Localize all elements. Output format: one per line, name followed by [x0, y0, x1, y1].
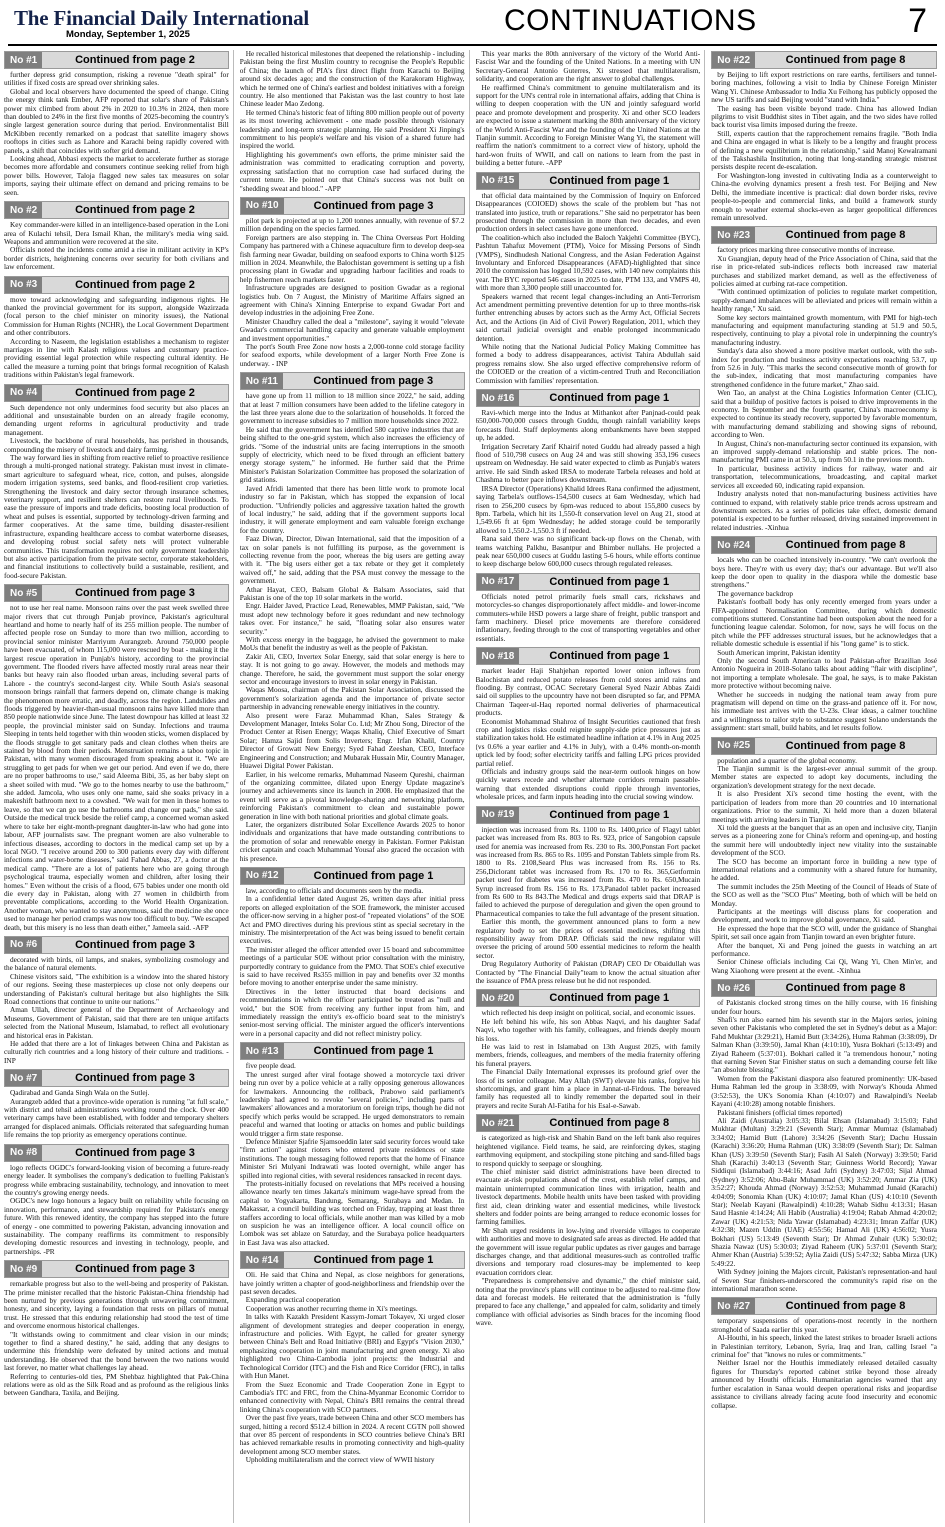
story-paragraph: Key commander-were killed in an intelligence-based operation in the Loni area of Kulachi tehsil, Dera Ismail Khan, the military's media wing said. Weapons and ammunition were recovered at the site.: [4, 220, 229, 246]
story-body: [476, 50, 701, 168]
story-number: No #22: [712, 52, 755, 68]
story-number: No #25: [712, 738, 755, 754]
story-paragraph: He said that the government has identified 580 captive industries that are being shifted to the one-grid system, which also increases the efficiency of grids. "Some of the industrial units are facing interruptions in the smooth supply of electricity, which need to be fixed through an efficient battery energy storage system," he informed. He further said that the Prime Minister's Pakistan Solarization Committee has proposed the solarization of grid stations.: [239, 424, 465, 485]
story-number: No #21: [477, 1115, 520, 1131]
story-paragraph: Oli. He said that China and Nepal, as close neighbors for generations, have jointly written a chapter of good-neighborliness and friendship over the past seven decades.: [239, 1270, 465, 1297]
story-paragraph: OGDC's new logo honours a legacy built on reliability while focusing on innovation, performance, and stewardship required for Pakistan's energy future. With this renewed identity, the company has stepped into the future of energy - one committed to powering Pakistan, advancing innovation and sustainability. The company reaffirms its commitment to responsibly developing domestic resources and investing in technology, people, and partnerships. -PR: [4, 1196, 229, 1256]
story-paragraph: further depress grid consumption, risking a revenue "death spiral" for utilities if fixed costs are spread over shrinking sales.: [4, 70, 229, 88]
continued-from-label: Continued from page 8: [785, 1300, 906, 1313]
story-paragraph: Engr. Haider Javed, Practice Lead, Renewables, MMP Pakistan, said, "We must adopt new technology before it goes redundant and new technology takes over. For instance," he said, "floating solar also ensures water security.": [239, 601, 465, 636]
story-paragraph: While noting that the National Judicial Policy Making Committee has formed a body to address disappearances, activist Tahira Abdullah said progress remains slow. She also urged effective comprehensive reform of the COIOED or the creation of a victim-centred Truth and Reconciliation Commission with families' representation.: [475, 342, 701, 385]
story-number: No #24: [712, 537, 755, 553]
story-paragraph: Some key sectors maintained growth momentum, with PMI for high-tech manufacturing and equipment manufacturing standing at 51.9 and 50.5, respectively, continuing to play a pivotal role in underpinning the country's manufacturing industry.: [711, 312, 937, 347]
story-paragraph: Faaz Diwan, Director, Diwan International, said that the imposition of a tax on solar panels is not fulfilling its purpose, as the government is collecting revenue from the poor, whereas the big users are getting away with it. "The big users either get a tax rebate or they get it completely waived off," he said, adding that the PSA must convey the message to the government.: [239, 534, 465, 586]
story-body: [476, 409, 701, 569]
story-paragraph: Mr Shah urged residents in low-lying and riverside villages to cooperate with authorities and move to designated safe areas as directed. He added that the government will issue regular public updates as river gauges and barrage discharges change, and that additional measures-such as controlled traffic diversions and temporary road closures-may be implemented to keep evacuation corridors clear.: [475, 1225, 701, 1277]
continuation-story: [240, 50, 465, 193]
story-paragraph: The protests-initially focused on revelations that MPs received a housing allowance nearly ten times Jakarta's minimum wage-have spread from the capital to Yogyakarta, Bandung, Semarang, Surabaya and Medan. In Makassar, a council building was torched on Friday, trapping at least three staffers according to local officials, while another man was killed by a mob on suspicion he was an intelligence officer. A local council office on Lombok was set ablaze on Saturday, and the Surabaya police headquarters in East Java was also attacked.: [239, 1178, 465, 1247]
story-number: No #26: [712, 980, 755, 996]
issue-date: Monday, September 1, 2025: [66, 29, 190, 40]
section-title: CONTINUATIONS: [504, 4, 757, 37]
story-body: [240, 887, 465, 1038]
story-body: [711, 556, 937, 733]
story-paragraph: Cooperation was another recurring theme in Xi's meetings.: [245, 1303, 418, 1313]
continued-from-label: Continued from page 3: [75, 1146, 195, 1159]
story-header: [476, 172, 701, 190]
continued-from-label: Continued from page 1: [549, 392, 670, 405]
story-body: [240, 217, 465, 368]
story-paragraph: Looking ahead, Abbasi expects the market to accelerate further as storage becomes more affordable and consumers continue seeking relief from high power bills. However, Taloja flagged new sales tax measures on solar imports, saying their ultimate effect on demand and pricing remains to be seen.: [4, 154, 229, 197]
story-paragraph: In a confidential letter dated August 26, written days after initial press reports on alleged exploitation of the SOE framework, the minister accused the officer-now serving in a higher post-of "repeated violations" of the SOE Act and PMO directives during his previous stint as special secretary in the ministry. The misinterpretation of the Act was being issued to benefit certain executives.: [239, 894, 465, 946]
continued-from-label: Continued from page 1: [313, 1045, 434, 1058]
story-body: [4, 604, 229, 932]
story-paragraph: Defence Minister Sjafrie Sjamsoeddin later said security forces would take "firm action" against rioters who entered private residences or state institutions. The tough messaging followed reports that the home of Finance Minister Sri Mulyani Indrawati was looted overnight, while anger has spilled into regional cities, with several residences ransacked in recent days.: [239, 1136, 465, 1180]
story-number: No #9: [5, 1261, 42, 1277]
story-body: [476, 1009, 701, 1110]
story-paragraph: With Sydney joining the Majors circuit, Pakistan's representation-and haul of Seven Star finishers-underscored the community's rapid rise on the international marathon scene.: [711, 1267, 937, 1294]
story-paragraph: population and a quarter of the global economy.: [717, 755, 857, 765]
story-number: No #2: [5, 202, 42, 218]
continuation-story: [476, 806, 701, 986]
story-paragraph: that official data maintained by the Commission of Inquiry on Enforced Disappearances (COIOED) shows the scale of the problem but "has not translated into justice, truth or reparations." She said no perpetrator has been prosecuted through the commission in more than two decades, and even production orders in select cases have gone unenforced.: [475, 190, 701, 234]
story-body: [476, 1134, 701, 1327]
story-paragraph: Senior Chinese officials including Cai Qi, Wang Yi, Chen Min'er, and Wang Xiaohong were present at the event. -Xinhua: [711, 957, 937, 975]
story-paragraph: From the Suez Economic and Trade Cooperation Zone in Egypt to Cambodia's ITC and FRC, from the China-Myanmar Economic Corridor to enhanced connectivity with Nepal, China's BRI remains the central thread linking China's cooperation with SCO partners.: [239, 1379, 465, 1414]
story-paragraph: Speakers warned that recent legal changes-including an Anti-Terrorism Act amendment permitting preventive detention for up to three months-risk further entrenching abuses by actors such as the Army Act, Official Secrets Act, and the Actions (in Aid of Civil Power) Regulation, 2011, which they said curtail judicial oversight and enable prolonged incommunicado detention.: [475, 291, 701, 343]
story-header: [711, 536, 937, 554]
story-paragraph: Participants at the meetings will discuss plans for cooperation and development, and work to improve global governance, Xi said.: [711, 906, 937, 925]
continued-from-label: Continued from page 3: [75, 938, 195, 951]
story-body: [4, 1164, 229, 1256]
story-paragraph: The Tianjin summit is the largest-ever annual summit of the group. Member states are expected to adopt key documents, including the organization's development strategy for the next decade.: [711, 764, 937, 790]
story-header: [4, 1144, 229, 1162]
continuation-story: [4, 384, 229, 581]
story-paragraph: In particular, business activity indices for railway, water and air transportation, telecommunications, broadcasting, and capital market services all exceeded 60, indicating rapid expansion.: [711, 463, 937, 490]
story-header: [4, 201, 229, 219]
story-paragraph: Sunday's data also showed a more positive market outlook, with the sub-index for production and business activity expectations reaching 53.7, up from 52.6 in July. "This marks the second consecutive month of growth for the sub-index, indicating that most manufacturing companies have strengthened confidence in the future market," Zhao said.: [711, 346, 937, 389]
story-body: [4, 221, 229, 271]
story-body: [476, 593, 701, 643]
story-paragraph: Later, the organizers distributed Solar Excellence Awards 2025 to honor individuals and organizations that have made outstanding contributions to the promotion of solar and renewable energy in Pakistan. Former Pakistan cricket captain and coach Muhammad Yousaf also graced the occasion with his presence.: [239, 819, 465, 863]
story-number: No #1: [5, 52, 42, 68]
story-paragraph: law, according to officials and documents seen by the media.: [245, 885, 424, 895]
story-paragraph: Chinese visitors said, "The exhibition is a window into the shared history of our regions. Seeing these masterpieces up close not only deepens our understanding of Pakistan's cultural heritage but also highlights the Silk Road connections that continue to unite our nations.": [4, 971, 229, 1006]
continuation-story: [711, 737, 937, 976]
story-number: No #18: [477, 648, 520, 664]
continued-from-label: Continued from page 2: [75, 386, 195, 399]
article-columns: [4, 50, 941, 1523]
story-paragraph: The easing has been visible beyond trade. China has allowed Indian pilgrims to visit Buddhist sites in Tibet again, and the two sides have rolled back tourist visa limits imposed during the freeze.: [711, 103, 937, 130]
continuation-story: [476, 573, 701, 643]
story-paragraph: South American imprint, Pakistan identity: [717, 647, 841, 657]
story-body: [476, 667, 701, 802]
continued-from-label: Continued from page 8: [785, 982, 906, 995]
story-paragraph: factory prices marking three consecutive months of increase.: [717, 245, 895, 255]
continued-from-label: Continued from page 3: [75, 587, 195, 600]
story-paragraph: have gone up from 11 million to 18 million since 2022," he said, adding that at least 7 million consumers have been added to the lifeline category in the last three years alone due to the solarization of households. It forced the government to increase subsidies to 7 million more households since 2022.: [239, 391, 465, 426]
continuation-story: [4, 1144, 229, 1256]
story-paragraph: pilot park is projected at up to 1,200 tonnes annually, with revenue of $7.2 million depending on the species farmed.: [239, 215, 465, 234]
story-body: [711, 757, 937, 976]
continued-from-label: Continued from page 1: [549, 575, 670, 588]
continuation-story: [476, 50, 701, 168]
continuation-story: [4, 584, 229, 932]
story-number: No #14: [241, 1252, 284, 1268]
story-header: [711, 737, 937, 755]
story-paragraph: Wen Tao, an analyst at the China Logistics Information Center (CLIC), said that a buildup of positive factors is poised to drive improvements in the economy. In September and the fourth quarter, China's macroeconomy is expected to continue its steady recovery, supported by favorable momentum, with manufacturing demand stabilizing and showing signs of rebound, according to Wen.: [711, 388, 937, 440]
story-body: [240, 50, 465, 193]
story-paragraph: not to use her real name. Monsoon rains over the past week swelled three major rivers that cut through Punjab province, Pakistan's agricultural heartland and home to nearly half of its 255 million people. The number of affected people rose on Sunday to more than two million, according to provincial senior minister Marriyum Aurangzeb. Around 750,000 people have been evacuated, of whom 115,000 were rescued by boat - making it the largest rescue operation in Punjab's history, according to the provincial government. The flooded rivers have affected mostly rural areas near their banks but heavy rain also flooded urban areas, including several parts of Lahore - the country's second-largest city. While South Asia's seasonal monsoon brings rainfall that farmers depend on, climate change is making the phenomenon more erratic, and deadly, across the region. Landslides and floods triggered by heavier-than-usual monsoon rains have killed more than 850 people nationwide since June. The latest downpour has killed at least 32 people, the provincial minister said on Sunday. Infections and trauma Sleeping in tents held together with thin wooden sticks, women displaced by the floods struggle to get sanitary pads and clean clothes when theirs are stained by blood from their periods. Menstruation remains a taboo topic in Pakistan, with many women discouraged from speaking about it. "We are struggling to get pads for when we get our period. And even if we do, there are no proper bathrooms to use," said Aleema Bibi, 35, as her baby slept on a sheet soiled with mud. "We go to the homes nearby to use the bathroom," she added. Jamcola, who uses only one name, said she soaks privacy in a makeshift bathroom next to a cowshed. "We wait for men in these homes to leave, so that we can go use the bathrooms and change our pads," she said. Outside the medical truck beside the relief camp, a concerned woman asked where to take her eight-month-pregnant daughter-in-law who had gone into labour, AFP journalists saw. The pregnant women are also vulnerable to infectious diseases, according to doctors in the medical camp set up by a local NGO. "I receive around 200 to 300 patients every day with different infections and water-borne diseases," said Fahad Abbas, 27, a doctor at the medical camp. "There are a lot of patients here who are going through psychological trauma, especially women and children, after losing their homes." Even without the crisis of a flood, 675 babies under one month old die every day in Pakistan, along with 27 women in childbirth from preventable complications, according to the World Health Organization. Another woman, who wanted to stay anonymous, said the medicine she once used to manage her period cramps was now too difficult to buy. "We escaped death, but this misery is no less than death either," Jameela said. -AFP: [4, 603, 229, 932]
story-header: [476, 989, 701, 1007]
story-paragraph: is categorized as high-risk and Shahin Band on the left bank also requires heightened vigilance. Field teams, he said, are reinforcing dykes, staging earthmoving equipment, and stockpiling stone pitching and sand-filled bags to respond quickly to seepage or sloughing.: [475, 1133, 701, 1168]
continuation-story: [4, 936, 229, 1065]
story-paragraph: of Pakistanis clocked strong times on the hilly course, with 16 finishing under four hours.: [711, 998, 937, 1016]
masthead-rule: [8, 44, 937, 46]
story-paragraph: It is also President Xi's second time hosting the event, with the participation of leaders from more than 20 countries and 10 international organizations. Prior to the summit, Xi held more than a dozen bilateral meetings with arriving leaders in Tianjin.: [711, 789, 937, 824]
story-paragraph: Industry analysts noted that non-manufacturing business activities have continued to expand, with relatively stable price trends across upstream and downstream sectors. As a series of policies take effect, domestic demand potential is expected to be further released, driving sustained improvement in related industries. -Xinhua: [711, 489, 937, 532]
story-paragraph: Only the second South American to lead Pakistan-after Brazilian José Antonio Nogueira in 2018-Solano talks about adding "flair with discipline", not importing a template wholesale. The goal, he says, is to make Pakistan more protective without becoming naive.: [711, 656, 937, 691]
story-paragraph: Also present were Faraz Muhammad Khan, Sales Strategy & Development Manager, Inteks Solar Co. Ltd; Mr Zhou Song, Director of the Product Center at Risen Energy; Waqas Khaliq, Chief Executive of Smart Solar; Hamza Sajid from Solis Inverters; Engr. Irfan Khalil, Country Director of Growatt New Energy; Syed Fahad Zeeshan, CEO, Interface Engineering and Construction; and Mubarak Hussain Mir, Country Manager, Huawei Digital Power Pakistan.: [239, 710, 465, 771]
story-paragraph: Javed Afridi lamented that there has been little work to promote local industry so far in Pakistan, which has stopped the expansion of local production. "Unfriendly policies and aggressive taxation halted the growth of local industry," he said, adding that if the government supports local industry, it will generate employment and earn valuable foreign exchange for the country.: [239, 483, 465, 535]
column-4: [711, 50, 941, 1523]
story-number: No #11: [241, 373, 283, 389]
continuation-story: [711, 536, 937, 733]
story-paragraph: locals who can be coached intensively in-country. "We can't overlook the boys here. They're with us every day; that's our advantage. But we'll also keep the door open to quality in the diaspora while the domestic base strengthens.": [711, 555, 937, 590]
story-paragraph: Drug Regulatory Authority of Pakistan (DRAP) CEO Dr Obaidullah was Contacted by "The Financial Daily"team to know the actual situation after the issuance of PMA press release but he did not responded.: [475, 959, 701, 985]
continued-from-label: Continued from page 8: [549, 1117, 670, 1130]
masthead: [4, 0, 941, 46]
story-paragraph: which reflected his deep insight on political, social, and economic issues.: [481, 1008, 696, 1018]
continuation-story: [240, 197, 465, 368]
story-paragraph: He recalled historical milestones that deepened the relationship - including Pakistan being the first Muslim country to recognise the People's Republic of China; the launch of PIA's first direct flight from Karachi to Beijing around six decades ago; and the construction of the Karakoram Highway, which he termed one of China's earliest and boldest initiatives with a foreign country. He also mentioned that Pakistan was the last country to host late Chinese leader Mao Zedong.: [239, 50, 465, 109]
story-paragraph: He termed China's historic feat of lifting 800 million people out of poverty as its most towering achievement - one made possible through visionary leadership and long-term strategic planning. He said President Xi Jinping's commitment to his people's welfare and his vision of a shared future had inspired the world.: [239, 107, 465, 151]
story-number: No #10: [241, 198, 284, 214]
continued-from-label: Continued from page 3: [313, 199, 434, 212]
continuation-story: [240, 867, 465, 1038]
continued-from-label: Continued from page 8: [785, 54, 906, 66]
continuation-story: [476, 989, 701, 1110]
story-paragraph: Qadirabad and Ganda Singh Wala on the Sutlej.: [10, 1088, 150, 1098]
story-header: [4, 384, 229, 402]
story-paragraph: Earlier this month, the government announced plans to form a new regulatory body to set the prices of essential medicines, shifting this responsibility away from DRAP. Officials said the new regulator will oversee the pricing of around 500 essential medicines to reform the health sector.: [475, 917, 701, 960]
story-body: [240, 392, 465, 863]
story-paragraph: Livestock, the backbone of rural households, has perished in thousands, compounding the misery of livestock and dairy farming.: [4, 436, 229, 454]
story-number: No #27: [712, 1298, 755, 1314]
continuation-story: [240, 372, 465, 863]
continued-from-label: Continued from page 8: [785, 229, 906, 242]
story-paragraph: Officials noted petrol primarily fuels small cars, rickshaws and motorcycles-so changes disproportionately affect middle- and lower-income commuters-while HSD powers a large share of freight, public transport and farm machinery. Diesel price movements are therefore considered inflationary, feeding through to the cost of transporting vegetables and other essentials.: [475, 591, 701, 643]
story-paragraph: Foreign partners are also stepping in. The China Overseas Port Holding Company has partnered with a Chinese aquaculture firm to develop deep-sea fish farming near Gwadar, building on seafood exports to China worth $125 million in 2024. Meanwhile, the Balochistan government is setting up a fish processing plant in Gwadar and upgrading harbour facilities and roads to help fishermen reach markets faster.: [239, 232, 465, 284]
story-paragraph: The governance backdrop: [717, 588, 794, 598]
story-paragraph: According to Naseem, the legislation establishes a mechanism to register marriages in line with Kalash religious values and customary practice-providing essential legal protection while respecting cultural identity. He called the measure a turning point that brings formal recognition of Kalash traditions within Pakistan's legal framework.: [4, 336, 229, 380]
story-header: [4, 51, 229, 69]
story-paragraph: Irrigation Secretary Zarif Khairif noted Guddu had already passed a high flood of 510,798 cusecs on Aug 24 and was still showing 353,196 cusecs upstream on Wednesday. He said water expected to climb as Punjab's waters arrive. He said Sindh asked IRSA to moderate Tarbela releases and hold at Chashma to better pace inflows downstream.: [475, 441, 701, 485]
story-paragraph: The chief minister said district administrations have been directed to evacuate at-risk populations ahead of the crest, establish relief camps, and maintain uninterrupted communication lines with irrigation, health and livestock departments. Mobile health units have been tasked with providing first aid, clean drinking water and essential medicines, while livestock shelters and fodder points are being arranged to reduce economic losses for farming families.: [475, 1166, 701, 1227]
story-paragraph: Ravi-which merge into the Indus at Mithankot after Panjnad-could peak 650,000-700,000 cusecs through Guddu, though rainfall variability keeps forecasts fluid. Staff deployments along embankments have been stepped up, he added.: [475, 408, 701, 443]
story-body: [476, 826, 701, 986]
continuation-story: [476, 1114, 701, 1327]
continued-from-label: Continued from page 2: [75, 278, 195, 291]
story-paragraph: market leader Haji Shahjehan reported lower onion inflows from Balochistan and reduced potato releases from cold stores amid rains and flooding. By contrast, OCAC Secretary General Syed Nazir Abbas Zaidi said oil supplies to the upcountry have not been disrupted so far, and PPMA Chairman Taqeer-ul-Haq reported normal deliveries of pharmaceutical products.: [475, 666, 701, 718]
story-paragraph: Minister Chaudhry called the deal a "milestone", saying it would "elevate Gwadar's commercial handling capacity and generate valuable employment and investment opportunities.": [239, 316, 465, 343]
story-paragraph: five people dead.: [245, 1061, 296, 1071]
story-header: [240, 1042, 465, 1060]
story-number: No #20: [477, 990, 520, 1006]
story-body: [4, 956, 229, 1065]
story-header: [711, 979, 937, 997]
continued-from-label: Continued from page 1: [549, 808, 670, 821]
story-paragraph: The minister alleged the officer attended over 15 board and subcommittee meetings of a particular SOE without prior consultation with the ministry, purportedly contrary to guidance from the PMO. That SOE's chief executive is said to have received Rs355 million in pay and benefits over 32 months before moving to another enterprise under the same ministry.: [239, 944, 465, 988]
story-body: [711, 71, 937, 222]
story-paragraph: decorated with birds, oil lamps, and snakes, symbolizing cosmology and the balance of natural elements.: [4, 954, 229, 973]
continued-from-label: Continued from page 8: [785, 539, 906, 552]
story-number: No #6: [5, 937, 42, 953]
story-number: No #3: [5, 277, 42, 293]
story-paragraph: Pakistani finishers (official times reported): [717, 1107, 843, 1117]
story-header: [711, 51, 937, 69]
continuation-story: [476, 172, 701, 385]
story-paragraph: Still, experts caution that the rapprochement remains fragile. "Both India and China are engaged in what is likely to be a lengthy and fraught process of defining a new equilibrium in the relationship," said Manoj Kewalramani of the Takshashila Institution, noting that long-standing strategic mistrust persists despite recent de-escalation.: [711, 128, 937, 172]
continuation-story: [4, 201, 229, 271]
story-paragraph: "With continued optimization of policies to regulate market competition, supply-demand imbalances will be alleviated and prices will remain within a healthy range," Xu said.: [711, 287, 937, 314]
continuation-story: [4, 276, 229, 380]
story-paragraph: remarkable progress but also to the well-being and prosperity of Pakistan. The prime minister recalled that the historic Pakistan-China friendship had been nurtured by previous generations through unwavering commitment, honesty, and sincerity, laying a foundation that rests on pillars of mutual trust. He stressed that this enduring relationship had stood the test of time and overcome enormous historical challenges.: [4, 1279, 229, 1331]
continuation-story: [711, 1297, 937, 1409]
story-header: [476, 389, 701, 407]
story-body: [711, 999, 937, 1293]
story-header: [4, 936, 229, 954]
story-body: [4, 296, 229, 380]
story-header: [4, 1260, 229, 1278]
page-number: 7: [908, 2, 927, 40]
continued-from-label: Continued from page 2: [75, 204, 195, 217]
story-paragraph: In August, China's non-manufacturing sector continued its expansion, with an improved supply-demand relationship and stable prices. The non-manufacturing PMI came in at 50.3, up from 50.1 in the previous month.: [711, 438, 937, 465]
story-paragraph: move toward acknowledging and safeguarding indigenous rights. He thanked the provincial government for its support, alongside Wazirzada (focal person to the chief minister on minority issues), the National Commission for Human Rights (NCHR), the Local Government Department and other contributors.: [4, 294, 229, 338]
story-paragraph: The Financial Daily International expresses its profound grief over the loss of its senior colleague. May Allah (SWT) elevate his ranks, forgive his shortcomings, and grant him a place in Jannat-ul-Firdous. The bereaved family has requested all to kindly remember the departed soul in their prayers and recite Surah Al-Fatiha for his Esal-e-Sawab.: [475, 1067, 701, 1110]
story-number: No #7: [5, 1070, 42, 1086]
newspaper-name: The Financial Daily International: [14, 6, 310, 30]
story-paragraph: Referring to centuries-old ties, PM Shehbaz highlighted that Pak-China relations were as old as the Silk Road and as profound as the religious links between Gandhara, Taxila, and Beijing.: [4, 1371, 229, 1398]
story-paragraph: Zakir Ali, CEO, Invertex Solar Energy, said that solar energy is here to stay. It is not going to go away. However, the models and methods may change. Therefore, he said, the government must support the solar energy sector and encourage investors to invest in solar energy in Pakistan.: [239, 651, 465, 687]
story-header: [240, 197, 465, 215]
story-header: [4, 584, 229, 602]
continued-from-label: Continued from page 8: [785, 739, 906, 752]
story-header: [476, 647, 701, 665]
story-body: [240, 1062, 465, 1247]
column-2: [240, 50, 470, 1523]
story-paragraph: Economist Mohammad Shahroz of Insight Securities cautioned that fresh crop and logistics risks could reignite supply-side price pressures just as stabilization takes hold. He estimated headline inflation at 4.1% in Aug 2025 (vs 0.6% a year earlier and 4.1% in July), with a 0.4% month-on-month uptick led by food; softer electricity tariffs and falling LPG prices provided partial relief.: [475, 716, 701, 768]
continued-from-label: Continued from page 1: [549, 992, 670, 1005]
continued-from-label: Continued from page 3: [313, 375, 434, 388]
continued-from-label: Continued from page 1: [549, 650, 670, 663]
story-body: [711, 246, 937, 532]
story-body: [240, 1271, 465, 1464]
story-number: No #17: [477, 574, 520, 590]
continued-from-label: Continued from page 1: [549, 174, 670, 187]
continued-from-label: Continued from page 3: [75, 1072, 195, 1085]
story-paragraph: In talks with Kazakh President Kassym-Jomart Tokayev, Xi urged closer alignment of development strategies and deeper cooperation in energy, infrastructure and policies. With Egypt, he called for greater synergy between China's Belt and Road Initiative (BRI) and Egypt's "Vision 2030," emphasizing cooperation in joint manufacturing and green energy. Xi also highlighted two China-Cambodia joint projects: the Industrial and Technological Corridor (ITC) and the Fish and Rice Corridor (FRC), in talks with Hun Manet.: [239, 1312, 465, 1381]
story-paragraph: Aman Ullah, director general of the Department of Archaeology and Museums, Government of Pakistan, said that there are ten unique artifacts selected from the National Museum, Islamabad, to reflect all evolutionary and historical eras in Pakistan.: [4, 1005, 229, 1040]
continued-from-label: Continued from page 1: [313, 1254, 434, 1267]
story-body: [4, 71, 229, 197]
story-body: [711, 1317, 937, 1409]
story-number: No #12: [241, 868, 284, 884]
story-paragraph: Earlier, in his welcome remarks, Muhammad Naseem Qureshi, chairman of the organizing committee, dilated upon Energy Update magazine's journey and achievements since its launch in 2008. He emphasized that the event will serve as a pivotal knowledge-sharing and networking platform, reinforcing Pakistan's commitment to clean and sustainable power generation in line with both national priorities and global climate goals.: [239, 769, 465, 821]
continuation-story: [476, 389, 701, 569]
continued-from-label: Continued from page 2: [75, 54, 195, 66]
story-paragraph: temporary suspensions of operations-most recently in the northern stronghold of Saada earlier this year.: [711, 1316, 937, 1334]
story-paragraph: He was laid to rest in Islamabad on 13th August 2025, with family members, friends, colleagues, and members of the media fraternity offering his funeral prayers.: [475, 1042, 701, 1068]
story-paragraph: For Washington-long invested in cultivating India as a counterweight to China-the evolving dynamics present a fresh test. For Beijing and New Delhi, the immediate incentive is practical: dial down border risks, revive people-to-people and commercial links, and build a framework sturdy enough to weather external shocks-even as larger geopolitical differences remain unresolved.: [711, 170, 937, 222]
continuation-story: [4, 51, 229, 197]
story-header: [476, 1114, 701, 1132]
story-body: [4, 1089, 229, 1139]
story-paragraph: The way forward lies in shifting from reactive relief to proactive resilience through a multi-pronged national strategy. Pakistan must invest in climate-smart agriculture to safeguard wheat, rice, cotton, and pulses, alongside modern irrigation systems, seed banks, and flood-resilient crop varieties. Strengthening the livestock and dairy sector through insurance schemes, veterinary support, and resilient shelters can restore rural livelihoods. To ease the pressure of imports and trade deficits, boosting local production of wheat and pulses is essential, supported by technology-driven farming and farmer cooperatives. At the same time, building disaster-resilient infrastructure, expanding healthcare access to combat waterborne diseases, and developing robust social safety nets will protect vulnerable communities. This transformation requires not only government leadership but also active participation from the private sector, corporate stakeholders, and financial institutions to collectively build a sustainable, resilient, and food-secure Pakistan.: [4, 453, 229, 580]
story-paragraph: "Preparedness is comprehensive and dynamic," the chief minister said, noting that the province's plans will continue to be adjusted to real-time flow data and forecast models. He reiterated that the administration is "fully prepared to face any challenge," and appealed for calm, solidarity and timely compliance with official advisories as Sindh braces for the incoming flood wave.: [475, 1276, 701, 1328]
story-paragraph: Expanding practical cooperation: [245, 1295, 341, 1305]
story-paragraph: "It withstands owing to commitment and clear vision in our minds; together to find a shared destiny," he said, adding that any designs to undermine this friendship were defeated by united actions and mutual understanding. He observed that the bond between the two nations would last forever, no matter what challenges lay ahead.: [4, 1329, 229, 1373]
story-number: No #8: [5, 1145, 42, 1161]
story-paragraph: Pakistan's football body has only recently emerged from years under a FIFA-appointed Normalisation Committee, during which domestic competitions stuttered. Constantine had been outspoken about the need for a functioning league calendar. Solomon, for now, says he will focus on the pitch while the PFF addresses structural issues, but he acknowledges that a reliable domestic schedule is essential if his "long game" is to stick.: [711, 597, 937, 649]
story-paragraph: Upholding multilateralism and the correct view of WWII history: [245, 1455, 435, 1465]
story-header: [711, 1297, 937, 1315]
continuation-story: [4, 1069, 229, 1139]
story-paragraph: Infrastructure upgrades are designed to position Gwadar as a regional logistics hub. On 7 August, the Ministry of Maritime Affairs signed an agreement with China's Xinning Enterprise to expand Gwadar Port and develop industries in the adjoining Free Zone.: [239, 283, 465, 318]
story-paragraph: Al-Houthi, in his speech, linked the latest strikes to broader Israeli actions in Palestinian territory, Lebanon, Syria, Iraq and Iran, calling Israel "a criminal foe" that "knows no rules or commitments.": [711, 1333, 937, 1360]
story-paragraph: The SCO has become an important force in building a new type of international relations and a community with a shared future for humanity, he added.: [711, 856, 937, 883]
continuation-story: [476, 647, 701, 802]
story-header: [4, 1069, 229, 1087]
story-paragraph: Athar Hayat, CEO, Balsam Global & Balsam Associates, said that Pakistan is one of the top 10 solar markets in the world.: [239, 584, 465, 602]
continuation-story: [711, 226, 937, 532]
story-paragraph: Shafi's run also earned him his seventh star in the Majors series, joining seven other Pakistanis who completed the set in Sydney's debut as a Major: Fahd Mukhtar (3:29:21), Hamid Butt (3:34:26), Huma Rahman (3:38:09), Dr Salman Khan (3:39:50), Jamal Khan (4:10:10), Yusra Bokhari (5:13:49) and Ziyad Raheem (5:37:01). Bokhari called it "a tremendous honour," noting that earning Seven Star Finisher status on such a demanding course felt like "an absolute blessing.": [711, 1015, 937, 1075]
story-paragraph: Officials noted the incidents come amid a rise in militant activity in KP's border districts, heightening concerns over security for both civilians and law enforcement.: [4, 245, 229, 272]
story-paragraph: Xi told the guests at the banquet that as an open and inclusive city, Tianjin serves as a pioneering zone for China's reform and opening-up, and hosting the summit here will undoubtedly inject new vitality into the sustainable development of the SCO.: [711, 822, 937, 858]
story-paragraph: The summit includes the 25th Meeting of the Council of Heads of State of the SCO as well as the "SCO Plus" Meeting, both of which will be held on Monday.: [711, 881, 937, 908]
story-header: [476, 573, 701, 591]
story-paragraph: Officials and industry groups said the near-term outlook hinges on how quickly waters recede and whether alternate corridors remain passable-warning that extended disruptions could ripple through inventories, wholesale prices, and farm inputs heading into the crucial sowing window.: [475, 767, 701, 802]
story-number: No #5: [5, 585, 42, 601]
story-paragraph: Women from the Pakistani diaspora also featured prominently: UK-based Huma Rahman led the group in 3:38:09, with Norway's Khouda Ahmed (3:52:53), the UK's Sonomia Khan (4:10:07) and Rawalpindi's Neelab Kayani (4:10:28) among notable finishers.: [711, 1073, 937, 1109]
column-3: [476, 50, 706, 1523]
story-header: [4, 276, 229, 294]
story-paragraph: IRSA Director (Operations) Khalid Idrees Rana confirmed the adjustment, saying Tarbela's outflows-154,500 cusecs at 6am Wednesday, which had risen to 256,200 cusecs by 6pm-was reduced to about 155,800 cusecs by 8pm. Tarbela, which hit its 1,550-ft conservation level on Aug 21, stood at 1,549.66 ft at 6pm Wednesday; he added storage could be temporarily allowed to 1,550.2-1,550.3 ft if needed.: [475, 483, 701, 535]
story-body: [476, 192, 701, 385]
story-paragraph: by Beijing to lift export restrictions on rare earths, fertilisers and tunnel-boring machines, following a visit to India by Chinese Foreign Minister Wang Yi. Chinese Ambassador to India Xu Feihong has publicly opposed the new US tariffs and said Beijing would "stand with India.": [711, 70, 937, 105]
story-paragraph: injection was increased from Rs. 1100 to Rs. 1400,price of Flagyl tablet packet was increased from Rs. 803 to Rs. 923, price of Sangobion capsule used for anemia was increased from Rs. 230 to Rs. 300,Ponstan Fort packet was increased from Rs. 865 to Rs. 1095 and Ponstan Tablets simple from Rs. 1800 to Rs. 2108,Seard Plus was increased from Rs. 156 to Rs. 256,Diclorant tablet was increased from Rs. 170 to Rs. 365,Getformin packet used for diabetes was increased from Rs. 470 to Rs. 650,Mucain Syrup increased from Rs. 156 to Rs. 173,Panadol tablet packet increased from Rs 600 to Rs 843.The Medical and drugs experts said that DRAP is failed to achieved the purpose of deregulation and given the open ground to Pharmaceutical companies to take the full advantage of the present situation.: [475, 824, 701, 918]
story-header: [711, 226, 937, 244]
story-number: No #16: [477, 390, 520, 406]
story-paragraph: The port's South Free Zone now hosts a 2,000-tonne cold storage facility for seafood exports, while development of a larger North Free Zone is underway. - INP: [239, 342, 465, 368]
story-number: No #13: [241, 1043, 284, 1059]
continuation-story: [4, 1260, 229, 1398]
story-number: No #15: [477, 173, 520, 189]
story-header: [240, 1251, 465, 1269]
story-body: [4, 404, 229, 581]
story-paragraph: Directives in the letter instructed that board decisions and recommendations in which the officer participated be treated as "null and void," but the SOE from receiving any further input from him, and immediately reassign the entity's ex-officio board seat to the ministry's senior-most serving official. The minister argued the officer's interventions were in a personal capacity and did not reflect ministry policy.: [239, 986, 465, 1038]
story-paragraph: Whether he succeeds in nudging the national team away from pure pragmatism will depend on time on the grass-and patience off it. For now, his immediate test arrives with the U-23s. Clear ideas, a calmer touchline and a willingness to tailor style to substance suggest Solano understands the assignment: start small, build habits, and let results follow.: [711, 689, 937, 733]
story-paragraph: This year marks the 80th anniversary of the victory of the World Anti-Fascist War and the founding of the United Nations. In a meeting with UN Secretary-General Antonio Guterres, Xi stressed that multilateralism, solidarity, and cooperation are the right answer to global challenges.: [475, 50, 701, 84]
story-paragraph: He left behind his wife, his son Abbas Naqvi, and his daughter Sadaf Naqvi, who together with his family, colleagues, and friends deeply mourn his loss.: [475, 1016, 701, 1043]
story-number: No #23: [712, 227, 755, 243]
continuation-story: [711, 979, 937, 1293]
continued-from-label: Continued from page 1: [313, 869, 434, 882]
story-header: [240, 372, 465, 390]
story-paragraph: Neither Israel nor the Houthis immediately released detailed casualty figures for Thursday's reported cabinet strike beyond those already announced by Houthi officials. Humanitarian agencies warned that any further escalation in Sanaa would deepen operational risks and jeopardise assistance to civilians already facing acute food insecurity and economic collapse.: [711, 1358, 937, 1410]
column-1: [4, 50, 234, 1523]
story-paragraph: He expressed the hope that the SCO will, under the guidance of Shanghai Spirit, set sail once again from Tianjin toward an even brighter future.: [711, 923, 937, 942]
story-header: [476, 806, 701, 824]
story-paragraph: Global and local observers have documented the speed of change. Citing the energy think tank Ember, AFP reported that solar's share of Pakistan's power mix climbed from about 2% in 2020 to 10.3% in 2024, then more than doubled to 24% in the first five months of 2025-becoming the country's single largest generation source during that period. Environmentalist Bill McKibben recently remarked on a podcast that satellite imagery shows rooftops in cities such as Lahore and Karachi being rapidly covered with panels, a shift that coincides with softer grid demand.: [4, 86, 229, 155]
story-paragraph: Over the past five years, trade between China and other SCO members has surged, hitting a record $512.4 billion in 2024. A recent CGTN poll showed that over 85 percent of respondents in SCO countries believe China's BRI has achieved remarkable results in promoting connectivity and high-quality development among SCO member states.: [239, 1413, 465, 1456]
continued-from-label: Continued from page 3: [75, 1263, 195, 1276]
story-paragraph: Xu Guangjian, deputy head of the Price Association of China, said that the rise in price-related sub-indices reflects both increased raw material purchases and stabilized market demand, as well as the effectiveness of policies aimed at curbing rat-race competition.: [711, 253, 937, 288]
story-paragraph: After the banquet, Xi and Peng joined the guests in watching an art performance.: [711, 940, 937, 958]
story-paragraph: He reaffirmed China's commitment to genuine multilateralism and its support for the UN's central role in international affairs, adding that China is willing to deepen cooperation with the UN and jointly safeguard world peace and promote development and prosperity. Xi and other SCO leaders are expected to issue a statement marking the 80th anniversary of the victory of the World Anti-Fascist War and the founding of the United Nations at the Tianjin summit. According to Foreign Minister Wang Yi, the statement will reaffirm the nation's commitment to a correct view of history, uphold the hard-won fruits of WWII, and call on nations to learn from the past in building a better future. -APP: [475, 82, 701, 168]
story-number: No #4: [5, 385, 42, 401]
story-body: [4, 1280, 229, 1398]
story-paragraph: The unrest surged after viral footage showed a motorcycle taxi driver being run over by a police vehicle at a rally opposing generous allowances for lawmakers. Announcing the rollback, Prabowo said parliament's leadership had agreed to revoke "several policies," including parts of lawmakers' allowances and a moratorium on foreign trips, though he did not specify which perks would be scrapped. He urged demonstrators to remain peaceful and warned that looting or attacks on homes and public buildings would trigger a firm state response.: [239, 1069, 465, 1138]
story-paragraph: Aurangzeb added that a province-wide operation is running "at full scale," with district and tehsil administrations working round the clock. Over 400 veterinary camps have been established, with fodder and temporary shelters arranged for displaced animals. Officials reiterated that safeguarding human life remains the top priority as emergency operations continue.: [4, 1096, 229, 1140]
story-paragraph: Rana said there was no significant back-up flows on the Chenab, with teams watching Palkhu, Basantpur and Bhimber nullahs. He projected a peak near 650,000 cusecs at Guddu lasting 5-6 hours, while efforts continue to keep discharge below 600,000 cusecs through regulated releases.: [475, 534, 701, 569]
continuation-story: [240, 1251, 465, 1464]
story-paragraph: He added that there are a lot of linkages between China and Pakistan as culturally rich countries and a long history of their culture and traditions. - INP: [4, 1039, 229, 1065]
continuation-story: [711, 51, 937, 222]
story-paragraph: Such dependence not only undermines food security but also places an additional and unsustainable burden on an already fragile economy, demanding urgent reforms in agricultural productivity and trade management.: [4, 402, 229, 437]
story-number: No #19: [477, 807, 520, 823]
story-paragraph: The coalition-which also included the Baloch Yakjehti Committee (BYC), Pashtun Tahafuz Movement (PTM), Voice for Missing Persons of Sindh (VMPS), Sindhudesh National Congress, and the Asian Federation Against Involuntary and Enforced Disappearances (AFAD)-highlighted that since 2010 the commission has logged 10,592 cases, with 140 new complaints this year. The BYC reported 546 cases in 2025 to date, PTM 133, and VMPS 40, with more than 3,300 people still unaccounted for.: [475, 232, 701, 293]
story-paragraph: Ali Zaidi (Australia) 3:05:33; Bilal Ehsan (Islamabad) 3:15:03; Fahd Mukhtar (Multan) 3:29:21 (Seventh Star); Ammar Mumtaz (Islamabad) 3:34:02; Hamid Butt (Lahore) 3:34:26 (Seventh Star); Dachu Hussain (Karachi) 3:36:20; Huma Rahman (UK) 3:38:09 (Seventh Star); Dr. Salman Khan (US) 3:39:50 (Seventh Star); Fasih Al Saleh (Norway) 3:39:50; Farid Shah (Karachi) 3:40:13 (Seventh Star; Guinness World Record); Yawar Siddiqui (Islamabad) 3:44:16; Asad Jafri (Sydney) 3:47:03; Sijal Ahmad (Sydney) 3:52:06; Abu-Bakr Muhammad (UK) 3:52:20; Ammar Zia (UK) 3:52:27; Khouda Ahmad (Norway) 3:52:53; Muhammad Junaid (Karachi) 4:04:09; Sonomia Khan (UK) 4:10:07; Jamal Khan (US) 4:10:10 (Seventh Star); Neelab Kayani (Rawalpindi) 4:10:28; Wahab Sidhu 4:13:31; Hasan Saud Hasnie 4:14:24; Ali Habib (Australia) 4:19:04; Rabab Ahmad 4:20:02; Zawar (UK) 4:21:53; Nida Yawar (Islamabad) 4:23:31; Imran Zaffar (UK) 4:32:38; Mazen Uddin (UAE) 4:55:56; Hamad Ali (UK) 4:56:02; Yusra Bokhari (US) 5:13:49 (Seventh Star); Dr Ahmad Zuhair (UK) 5:30:02; Shazia Nawaz (US) 5:30:03; Ziyad Raheem (UK) 5:37:01 (Seventh Star); Ahmer Khan (Austria) 5:39:52; Aylia Zaidi (US) 5:47:32; Sabba Mirza (UK) 5:49:22.: [711, 1115, 937, 1268]
continuation-story: [240, 1042, 465, 1247]
story-paragraph: logo reflects OGDC's forward-looking vision of becoming a future-ready energy leader. It symbolises the company's dedication to fuelling Pakistan's progress while embracing sustainability, technology, and innovation to meet the country's growing energy needs.: [4, 1162, 229, 1197]
story-paragraph: Waqas Moosa, chairman of the Pakistan Solar Association, discussed the government's solarization agenda and the importance of private sector partnership in advancing renewable energy initiatives in the country.: [239, 685, 465, 712]
story-header: [240, 867, 465, 885]
story-paragraph: With excess energy in the baggage, he advised the government to make MoUs that benefit the industry as well as the people of Pakistan.: [239, 635, 465, 653]
story-paragraph: Highlighting his government's own efforts, the prime minister said the administration was committed to eradicating corruption and poverty, expressing satisfaction that no corruption case had surfaced during the current tenure. He pointed out that China's success was not built on "shedding sweat and blood." -APP: [239, 149, 465, 193]
